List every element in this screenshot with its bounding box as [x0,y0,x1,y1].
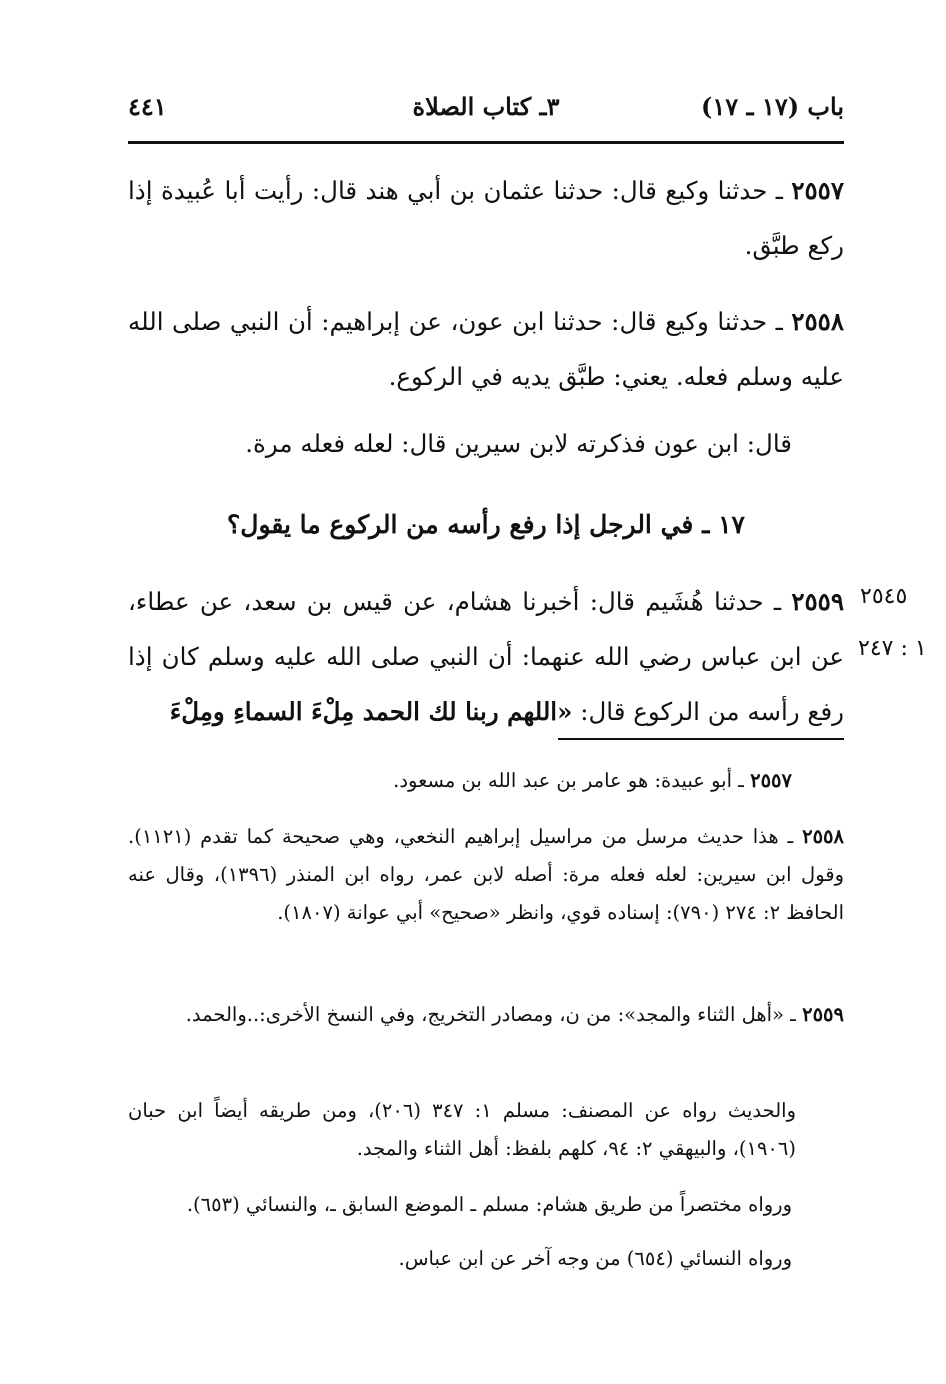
footnote-paragraph: ورواه مختصراً من طريق هشام: مسلم ـ الموضع السابق ـ، والنسائي (٦٥٣). [186,1193,792,1216]
footnote-text: ـ أبو عبيدة: هو عامر بن عبد الله بن مسعود. [393,769,751,792]
header-rule [128,141,844,144]
footnote-2559 [128,996,844,1034]
book-title: ٣ـ كتاب الصلاة [412,92,560,121]
footnote-2557 [128,762,844,800]
footnote-text: ـ «أهل الثناء والمجد»: من ن، ومصادر التخريج، وفي النسخ الأخرى:..والحمد. [185,1003,803,1026]
margin-reference: ١ : ٢٤٧ [858,636,927,661]
footnote-number: ٢٥٥٨ [802,825,844,848]
hadith-number: ٢٥٥٧ [791,176,844,205]
hadith-2558 [128,294,844,404]
footnote-number: ٢٥٥٩ [802,1003,844,1026]
hadith-text: ـ حدثنا وكيع قال: حدثنا عثمان بن أبي هند قال: رأيت أبا عُبيدة إذا ركع طبَّق. [128,176,844,260]
hadith-quote: «اللهم ربنا لك الحمد مِلْءَ السماءِ ومِلْءَ [169,697,573,726]
chapter-reference: باب (١٧ ـ ١٧) [701,92,844,121]
footnote-2558 [128,818,844,932]
hadith-2557 [128,163,844,273]
footnote-paragraph: ورواه النسائي (٦٥٤) من وجه آخر عن ابن عباس. [398,1247,792,1270]
footnote-text: ـ هذا حديث مرسل من مراسيل إبراهيم النخعي، وهي صحيحة كما تقدم (١١٢١). وقول ابن سيرين: لعله فعله مرة: أصله لابن عمر، رواه ابن المنذر (١٣٩٦)، وقال عنه الحافظ ٢: ٢٧٤ (٧٩٠): إسناده قوي، وانظر «صحيح» أبي عوانة (١٨٠٧). [128,825,845,924]
hadith-2559 [128,574,844,739]
hadith-number: ٢٥٥٩ [791,587,844,616]
footnote-rule [558,738,844,740]
running-header [128,92,844,132]
chapter-heading: ١٧ ـ في الرجل إذا رفع رأسه من الركوع ما يقول؟ [227,510,745,539]
hadith-text: ـ حدثنا وكيع قال: حدثنا ابن عون، عن إبراهيم: أن النبي صلى الله عليه وسلم فعله. يعني: طبَّق يديه في الركوع. [128,307,844,391]
footnote-paragraph: والحديث رواه عن المصنف: مسلم ١: ٣٤٧ (٢٠٦)، ومن طريقه أيضاً ابن حبان (١٩٠٦)، والبيهقي ٢: ٩٤، كلهم بلفظ: أهل الثناء والمجد. [128,1099,796,1160]
footnote-number: ٢٥٥٧ [750,769,792,792]
hadith-text: ـ حدثنا هُشَيم قال: أخبرنا هشام، عن قيس بن سعد، عن عطاء، عن ابن عباس رضي الله عنهما: أن النبي صلى الله عليه وسلم كان إذا رفع رأسه من الركوع قال: [128,587,844,726]
hadith-number: ٢٥٥٨ [791,307,844,336]
margin-reference: ٢٥٤٥ [860,584,908,609]
hadith-2558-addendum: قال: ابن عون فذكرته لابن سيرين قال: لعله فعله مرة. [245,429,792,458]
page-number: ٤٤١ [128,92,167,121]
